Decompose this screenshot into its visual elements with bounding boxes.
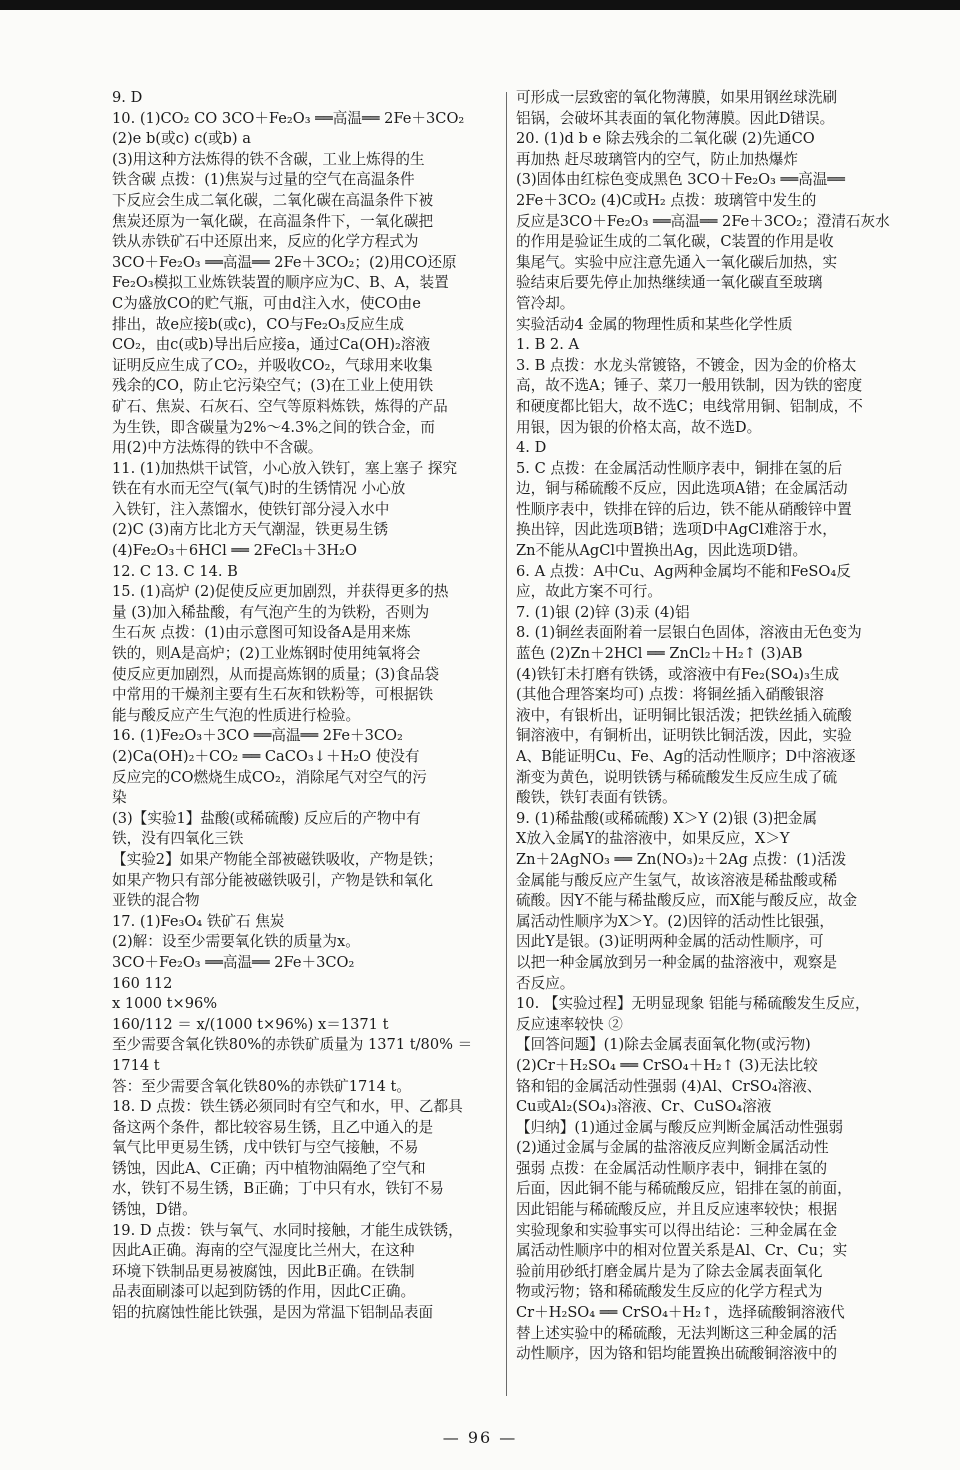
text-line: 动性顺序，因为铬和铝均能置换出硫酸铜溶液中的 xyxy=(516,1345,838,1363)
text-line: 160/112 ＝ x/(1000 t×96%) x＝1371 t xyxy=(112,1015,389,1033)
text-line: 排出，故e应接b(或c)，CO与Fe₂O₃反应生成 xyxy=(112,315,405,333)
text-line: (2)Cr＋H₂SO₄ ══ CrSO₄＋H₂↑ (3)无法比较 xyxy=(516,1056,818,1074)
text-line: C为盛放CO的贮气瓶，可由d注入水，使CO由e xyxy=(112,294,421,312)
text-line: (2)C (3)南方比北方天气潮湿，铁更易生锈 xyxy=(112,521,389,539)
text-line: Fe₂O₃模拟工业炼铁装置的顺序应为C、B、A，装置 xyxy=(112,274,449,292)
text-line: 因此Y是银。(3)证明两种金属的活动性顺序，可 xyxy=(516,933,824,951)
text-line: 3. B 点拨：水龙头常镀铬，不镀金，因为金的价格太 xyxy=(516,356,857,374)
text-line: (3)【实验1】盐酸(或稀硫酸) 反应后的产物中有 xyxy=(112,809,421,827)
text-line: 锈蚀，因此A、C正确；丙中植物油隔绝了空气和 xyxy=(112,1159,426,1177)
text-line: 染 xyxy=(112,789,127,807)
text-line: 【实验2】如果产物能全部被磁铁吸收，产物是铁； xyxy=(112,850,443,868)
text-line: 1. B 2. A xyxy=(516,336,580,354)
text-line: 9. (1)稀盐酸(或稀硫酸) X＞Y (2)银 (3)把金属 xyxy=(516,809,818,827)
text-line: 6. A 点拨：A中Cu、Ag两种金属均不能和FeSO₄反 xyxy=(516,562,851,580)
text-line: 5. C 点拨：在金属活动性顺序表中，铜排在氢的后 xyxy=(516,459,843,477)
text-line: 18. D 点拨：铁生锈必须同时有空气和水，甲、乙都具 xyxy=(112,1098,463,1116)
text-line: 属活动性顺序中的相对位置关系是Al、Cr、Cu；实 xyxy=(516,1242,848,1260)
text-line: 使反应更加剧烈，从而提高炼钢的质量；(3)食品袋 xyxy=(112,665,440,683)
text-line: 验结束后要先停止加热继续通一氧化碳直至玻璃 xyxy=(516,274,823,292)
text-line: 17. (1)Fe₃O₄ 铁矿石 焦炭 xyxy=(112,912,285,930)
text-line: 如果产物只有部分能被磁铁吸引，产物是铁和氧化 xyxy=(112,871,434,889)
text-line: 下反应会生成二氧化碳，二氧化碳在高温条件下被 xyxy=(112,191,434,209)
text-line: 亚铁的混合物 xyxy=(112,892,200,910)
text-line: 物或污物；铬和稀硫酸发生反应的化学方程式为 xyxy=(516,1283,823,1301)
text-line: 入铁钉，注入蒸馏水，使铁钉部分浸入水中 xyxy=(112,500,390,518)
text-line: 环境下铁制品更易被腐蚀，因此B正确。在铁制 xyxy=(112,1262,415,1280)
text-line: (4)Fe₂O₃＋6HCl ══ 2FeCl₃＋3H₂O xyxy=(112,542,357,560)
text-line: 后面，因此铜不能与稀硫酸反应，铝排在氢的前面， xyxy=(516,1180,852,1198)
text-line: 实验现象和实验事实可以得出结论：三种金属在金 xyxy=(516,1221,838,1239)
text-line: 液中，有银析出，证明铜比银活泼；把铁丝插入硫酸 xyxy=(516,706,852,724)
text-line: 渐变为黄色，说明铁锈与稀硫酸发生反应生成了硫 xyxy=(516,768,838,786)
text-line: 8. (1)铜丝表面附着一层银白色固体，溶液由无色变为 xyxy=(516,624,862,642)
text-line: (其他合理答案均可) 点拨：将铜丝插入硝酸银溶 xyxy=(516,686,824,704)
text-line: 10. (1)CO₂ CO 3CO＋Fe₂O₃ ══高温══ 2Fe＋3CO₂ xyxy=(112,109,465,127)
text-line: (2)通过金属与金属的盐溶液反应判断金属活动性 xyxy=(516,1139,829,1157)
column-divider xyxy=(506,92,507,1396)
text-line: 11. (1)加热烘干试管，小心放入铁钉，塞上塞子 探究 xyxy=(112,459,458,477)
text-line: 性顺序表中，铁排在锌的后边，铁不能从硝酸锌中置 xyxy=(516,500,852,518)
page-number-value: 96 xyxy=(467,1428,493,1447)
text-line: 能与酸反应产生气泡的性质进行检验。 xyxy=(112,706,361,724)
text-line: 反应完的CO燃烧生成CO₂，消除尾气对空气的污 xyxy=(112,768,427,786)
text-line: Zn不能从AgCl中置换出Ag，因此选项D错。 xyxy=(516,542,808,560)
text-line: Zn＋2AgNO₃ ══ Zn(NO₃)₂＋2Ag 点拨：(1)活泼 xyxy=(516,850,847,868)
text-line: 20. (1)d b e 除去残余的二氧化碳 (2)先通CO xyxy=(516,130,815,148)
text-line: 至少需要含氧化铁80%的赤铁矿质量为 1371 t/80% ＝ xyxy=(112,1036,473,1054)
text-line: 反应速率较快 ② xyxy=(516,1015,623,1033)
right-column xyxy=(516,88,902,1365)
text-line: 2Fe＋3CO₂ (4)C或H₂ 点拨：玻璃管中发生的 xyxy=(516,191,817,209)
text-line: 矿石、焦炭、石灰石、空气等原料炼铁，炼得的产品 xyxy=(112,397,448,415)
text-line: 实验活动4 金属的物理性质和某些化学性质 xyxy=(516,315,793,333)
text-line: 1714 t xyxy=(112,1056,160,1074)
text-line: 3CO＋Fe₂O₃ ══高温══ 2Fe＋3CO₂ xyxy=(112,953,355,971)
text-line: 铁在有水而无空气(氧气)时的生锈情况 小心放 xyxy=(112,480,406,498)
text-line: 管冷却。 xyxy=(516,294,575,312)
text-line: 的作用是验证生成的二氧化碳，C装置的作用是收 xyxy=(516,233,834,251)
text-line: 用银，因为银的价格太高，故不选D。 xyxy=(516,418,762,436)
text-line: 替上述实验中的稀硫酸，无法判断这三种金属的活 xyxy=(516,1324,838,1342)
text-line: Cr＋H₂SO₄ ══ CrSO₄＋H₂↑，选择硫酸铜溶液代 xyxy=(516,1304,845,1322)
text-line: 以把一种金属放到另一种金属的盐溶液中，观察是 xyxy=(516,953,838,971)
text-line: 换出锌，因此选项B错；选项D中AgCl难溶于水， xyxy=(516,521,837,539)
text-line: 4. D xyxy=(516,439,547,457)
text-line: (2)e b(或c) c(或b) a xyxy=(112,130,251,148)
text-line: X放入金属Y的盐溶液中，如果反应，X＞Y xyxy=(516,830,790,848)
text-line: 中常用的干燥剂主要有生石灰和铁粉等，可根据铁 xyxy=(112,686,434,704)
text-line: 16. (1)Fe₂O₃＋3CO ══高温══ 2Fe＋3CO₂ xyxy=(112,727,403,745)
text-line: 验前用砂纸打磨金属片是为了除去金属表面氧化 xyxy=(516,1262,823,1280)
text-line: 【回答问题】(1)除去金属表面氧化物(或污物) xyxy=(516,1036,811,1054)
text-line: Cu或Al₂(SO₄)₃溶液、Cr、CuSO₄溶液 xyxy=(516,1098,772,1116)
text-line: 15. (1)高炉 (2)促使反应更加剧烈，并获得更多的热 xyxy=(112,583,449,601)
text-line: 铝的抗腐蚀性能比铁强，是因为常温下铝制品表面 xyxy=(112,1304,434,1322)
text-line: 反应是3CO＋Fe₂O₃ ══高温══ 2Fe＋3CO₂；澄清石灰水 xyxy=(516,212,890,230)
text-line: 备这两个条件，都比较容易生锈，且乙中通入的是 xyxy=(112,1118,434,1136)
text-line: 集尾气。实验中应注意先通入一氧化碳后加热，实 xyxy=(516,253,838,271)
text-line: 铁含碳 点拨：(1)焦炭与过量的空气在高温条件 xyxy=(112,171,415,189)
text-line: A、B能证明Cu、Fe、Ag的活动性顺序；D中溶液逐 xyxy=(516,748,856,765)
text-line: 属活动性顺序为X＞Y。(2)因锌的活动性比银强， xyxy=(516,912,834,930)
text-line: 品表面刷漆可以起到防锈的作用，因此C正确。 xyxy=(112,1283,416,1301)
text-line: 用(2)中方法炼得的铁中不含碳。 xyxy=(112,439,323,457)
text-line: 铬和铝的金属活动性强弱 (4)Al、CrSO₄溶液、 xyxy=(516,1077,822,1095)
text-line: (2)Ca(OH)₂＋CO₂ ══ CaCO₃↓＋H₂O 使没有 xyxy=(112,748,420,765)
text-line: 焦炭还原为一氧化碳，在高温条件下，一氧化碳把 xyxy=(112,212,434,230)
text-line: 19. D 点拨：铁与氧气、水同时接触，才能生成铁锈， xyxy=(112,1221,463,1239)
text-line: 铁的，则A是高炉；(2)工业炼钢时使用纯氧将会 xyxy=(112,645,421,663)
text-line: 高，故不选A；锤子、菜刀一般用铁制，因为铁的密度 xyxy=(516,377,863,395)
text-line: 因此A正确。海南的空气湿度比兰州大，在这种 xyxy=(112,1242,415,1260)
text-line: x 1000 t×96% xyxy=(112,995,218,1013)
text-line: 生石灰 点拨：(1)由示意图可知设备A是用来炼 xyxy=(112,624,411,642)
text-line: (4)铁钉未打磨有铁锈，或溶液中有Fe₂(SO₄)₃生成 xyxy=(516,665,840,683)
text-line: 锈蚀，D错。 xyxy=(112,1201,197,1219)
text-line: 强弱 点拨：在金属活动性顺序表中，铜排在氢的 xyxy=(516,1159,828,1177)
text-line: 和硬度都比铝大，故不选C；电线常用铜、铝制成，不 xyxy=(516,397,863,415)
text-line: 3CO＋Fe₂O₃ ══高温══ 2Fe＋3CO₂；(2)用CO还原 xyxy=(112,253,457,271)
text-line: 铁，没有四氧化三铁 xyxy=(112,830,244,848)
text-line: 应，故此方案不可行。 xyxy=(516,583,662,601)
text-line: 铁从赤铁矿石中还原出来，反应的化学方程式为 xyxy=(112,233,419,251)
text-line: 边，铜与稀硫酸不反应，因此选项A错；在金属活动 xyxy=(516,480,848,498)
text-line: 7. (1)银 (2)锌 (3)汞 (4)铝 xyxy=(516,603,690,621)
text-line: 160 112 xyxy=(112,974,173,992)
left-column xyxy=(112,88,496,1324)
text-line: 再加热 赶尽玻璃管内的空气，防止加热爆炸 xyxy=(516,150,798,168)
text-line: 量 (3)加入稀盐酸，有气泡产生的为铁粉，否则为 xyxy=(112,603,430,621)
text-line: 12. C 13. C 14. B xyxy=(112,562,238,580)
text-line: 酸铁，铁钉表面有铁锈。 xyxy=(516,789,677,807)
text-line: 【归纳】(1)通过金属与酸反应判断金属活动性强弱 xyxy=(516,1118,844,1136)
text-line: 蓝色 (2)Zn＋2HCl ══ ZnCl₂＋H₂↑ (3)AB xyxy=(516,645,803,663)
text-line: CO₂，由c(或b)导出后应接a，通过Ca(OH)₂溶液 xyxy=(112,336,431,354)
text-line: 为生铁，即含碳量为2%～4.3%之间的铁合金，而 xyxy=(112,418,435,436)
text-line: (2)解：设至少需要氧化铁的质量为x。 xyxy=(112,933,360,951)
text-line: 证明反应生成了CO₂，并吸收CO₂，气球用来收集 xyxy=(112,356,433,374)
text-line: 10. 【实验过程】无明显现象 铝能与稀硫酸发生反应， xyxy=(516,995,870,1013)
text-line: 答：至少需要含氧化铁80%的赤铁矿1714 t。 xyxy=(112,1077,411,1095)
text-line: (3)固体由红棕色变成黑色 3CO＋Fe₂O₃ ══高温══ xyxy=(516,171,845,189)
text-line: 9. D xyxy=(112,89,143,106)
page-number: — 96 — xyxy=(442,1428,518,1447)
text-line: 否反应。 xyxy=(516,974,575,992)
text-line: (3)用这种方法炼得的铁不含碳，工业上炼得的生 xyxy=(112,150,425,168)
text-line: 氧气比甲更易生锈，戊中铁钉与空气接触，不易 xyxy=(112,1139,419,1157)
text-line: 因此铝能与稀硫酸反应，并且反应速率较快；根据 xyxy=(516,1201,838,1219)
text-line: 金属能与酸反应产生氢气，故该溶液是稀盐酸或稀 xyxy=(516,871,838,889)
top-border xyxy=(0,0,960,10)
text-line: 硫酸。因Y不能与稀盐酸反应，而X能与酸反应，故金 xyxy=(516,892,858,910)
text-line: 铝锅，会破坏其表面的氧化物薄膜。因此D错误。 xyxy=(516,109,835,127)
text-line: 水，铁钉不易生锈，B正确；丁中只有水，铁钉不易 xyxy=(112,1180,444,1198)
text-line: 残余的CO，防止它污染空气；(3)在工业上使用铁 xyxy=(112,377,434,395)
text-line: 铜溶液中，有铜析出，证明铁比铜活泼，因此，实验 xyxy=(516,727,852,745)
text-line: 可形成一层致密的氧化物薄膜，如果用钢丝球洗刷 xyxy=(516,89,838,106)
